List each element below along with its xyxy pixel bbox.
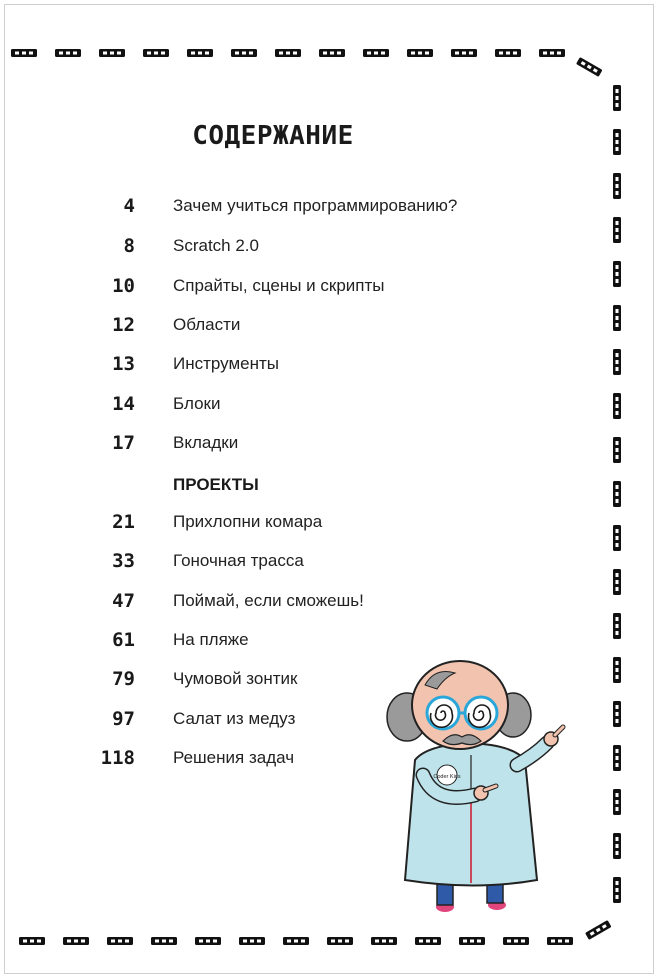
film-strip-segment [371, 937, 397, 945]
film-strip-segment [585, 920, 612, 940]
toc-entry-title: Поймай, если сможешь! [173, 591, 364, 610]
film-strip-segment [613, 85, 621, 111]
film-strip-segment [613, 569, 621, 595]
toc-page-number: 10 [112, 275, 135, 297]
toc-entry-title: Решения задач [173, 748, 295, 767]
film-strip-segment [613, 789, 621, 815]
toc-entry-title: Области [173, 315, 241, 334]
toc-entry-title: Инструменты [173, 354, 280, 373]
film-strip-segment [327, 937, 353, 945]
film-strip-segment [547, 937, 573, 945]
film-strip-segment [539, 49, 565, 57]
toc-page-number: 47 [112, 590, 135, 612]
film-strip-segment [495, 49, 521, 57]
toc-page-number: 118 [100, 747, 135, 769]
film-strip-segment [319, 49, 345, 57]
film-strip-segment [63, 937, 89, 945]
page-title: СОДЕРЖАНИЕ [192, 121, 354, 151]
film-strip-segment [613, 217, 621, 243]
toc-page-number: 97 [112, 708, 135, 730]
film-strip-segment [239, 937, 265, 945]
toc-entry-title: Спрайты, сцены и скрипты [173, 276, 385, 295]
toc-page-number: 12 [112, 314, 135, 336]
toc-entry-title: Вкладки [173, 433, 239, 452]
film-strip-segment [576, 57, 603, 77]
film-strip-segment [451, 49, 477, 57]
toc-entry-title: Прихлопни комара [173, 512, 323, 531]
film-strip-segment [613, 129, 621, 155]
film-strip-segment [613, 657, 621, 683]
toc-entry-title: Scratch 2.0 [173, 236, 259, 255]
film-strip-segment [613, 481, 621, 507]
toc-entry-title: На пляже [173, 630, 249, 649]
film-strip-segment [107, 937, 133, 945]
book-page [4, 4, 654, 974]
film-strip-segment [613, 525, 621, 551]
toc-page-number: 21 [112, 511, 135, 533]
film-strip-segment [613, 877, 621, 903]
film-strip-segment [415, 937, 441, 945]
toc-page-number: 17 [112, 432, 135, 454]
film-strip-segment [503, 937, 529, 945]
badge-text: Coder Kids [433, 774, 461, 780]
film-strip-segment [613, 261, 621, 287]
toc-entry-title: Гоночная трасса [173, 551, 304, 570]
film-strip-segment [459, 937, 485, 945]
film-strip-segment [407, 49, 433, 57]
film-strip-segment [143, 49, 169, 57]
toc-entry-title: Зачем учиться программированию? [173, 196, 458, 215]
film-strip-segment [195, 937, 221, 945]
film-strip-segment [613, 745, 621, 771]
film-strip-segment [283, 937, 309, 945]
toc-page-number: 8 [123, 235, 135, 257]
film-strip-segment [275, 49, 301, 57]
film-strip-segment [19, 937, 45, 945]
toc-page-number: 13 [112, 353, 135, 375]
film-strip-segment [151, 937, 177, 945]
toc-entry-title: Блоки [173, 394, 221, 413]
toc-page-number: 4 [123, 195, 135, 217]
film-strip-segment [613, 173, 621, 199]
film-strip-segment [613, 701, 621, 727]
film-strip-segment [613, 437, 621, 463]
toc-page-number: 14 [112, 393, 135, 415]
film-strip-segment [613, 613, 621, 639]
toc-page-number: 61 [112, 629, 135, 651]
film-strip-segment [231, 49, 257, 57]
film-strip-segment [613, 833, 621, 859]
toc-page-number: 79 [112, 668, 135, 690]
film-strip-segment [55, 49, 81, 57]
film-strip-segment [613, 305, 621, 331]
left-glass-lens [427, 697, 459, 729]
toc-page-number: 33 [112, 550, 135, 572]
toc-entry-title: Чумовой зонтик [173, 669, 298, 688]
film-strip-segment [363, 49, 389, 57]
section-heading: ПРОЕКТЫ [173, 475, 259, 494]
film-strip-segment [99, 49, 125, 57]
right-glass-lens [465, 697, 497, 729]
film-strip-segment [613, 393, 621, 419]
professor-illustration [375, 655, 575, 920]
film-strip-segment [187, 49, 213, 57]
film-strip-segment [613, 349, 621, 375]
toc-entry-title: Салат из медуз [173, 709, 296, 728]
film-strip-segment [11, 49, 37, 57]
